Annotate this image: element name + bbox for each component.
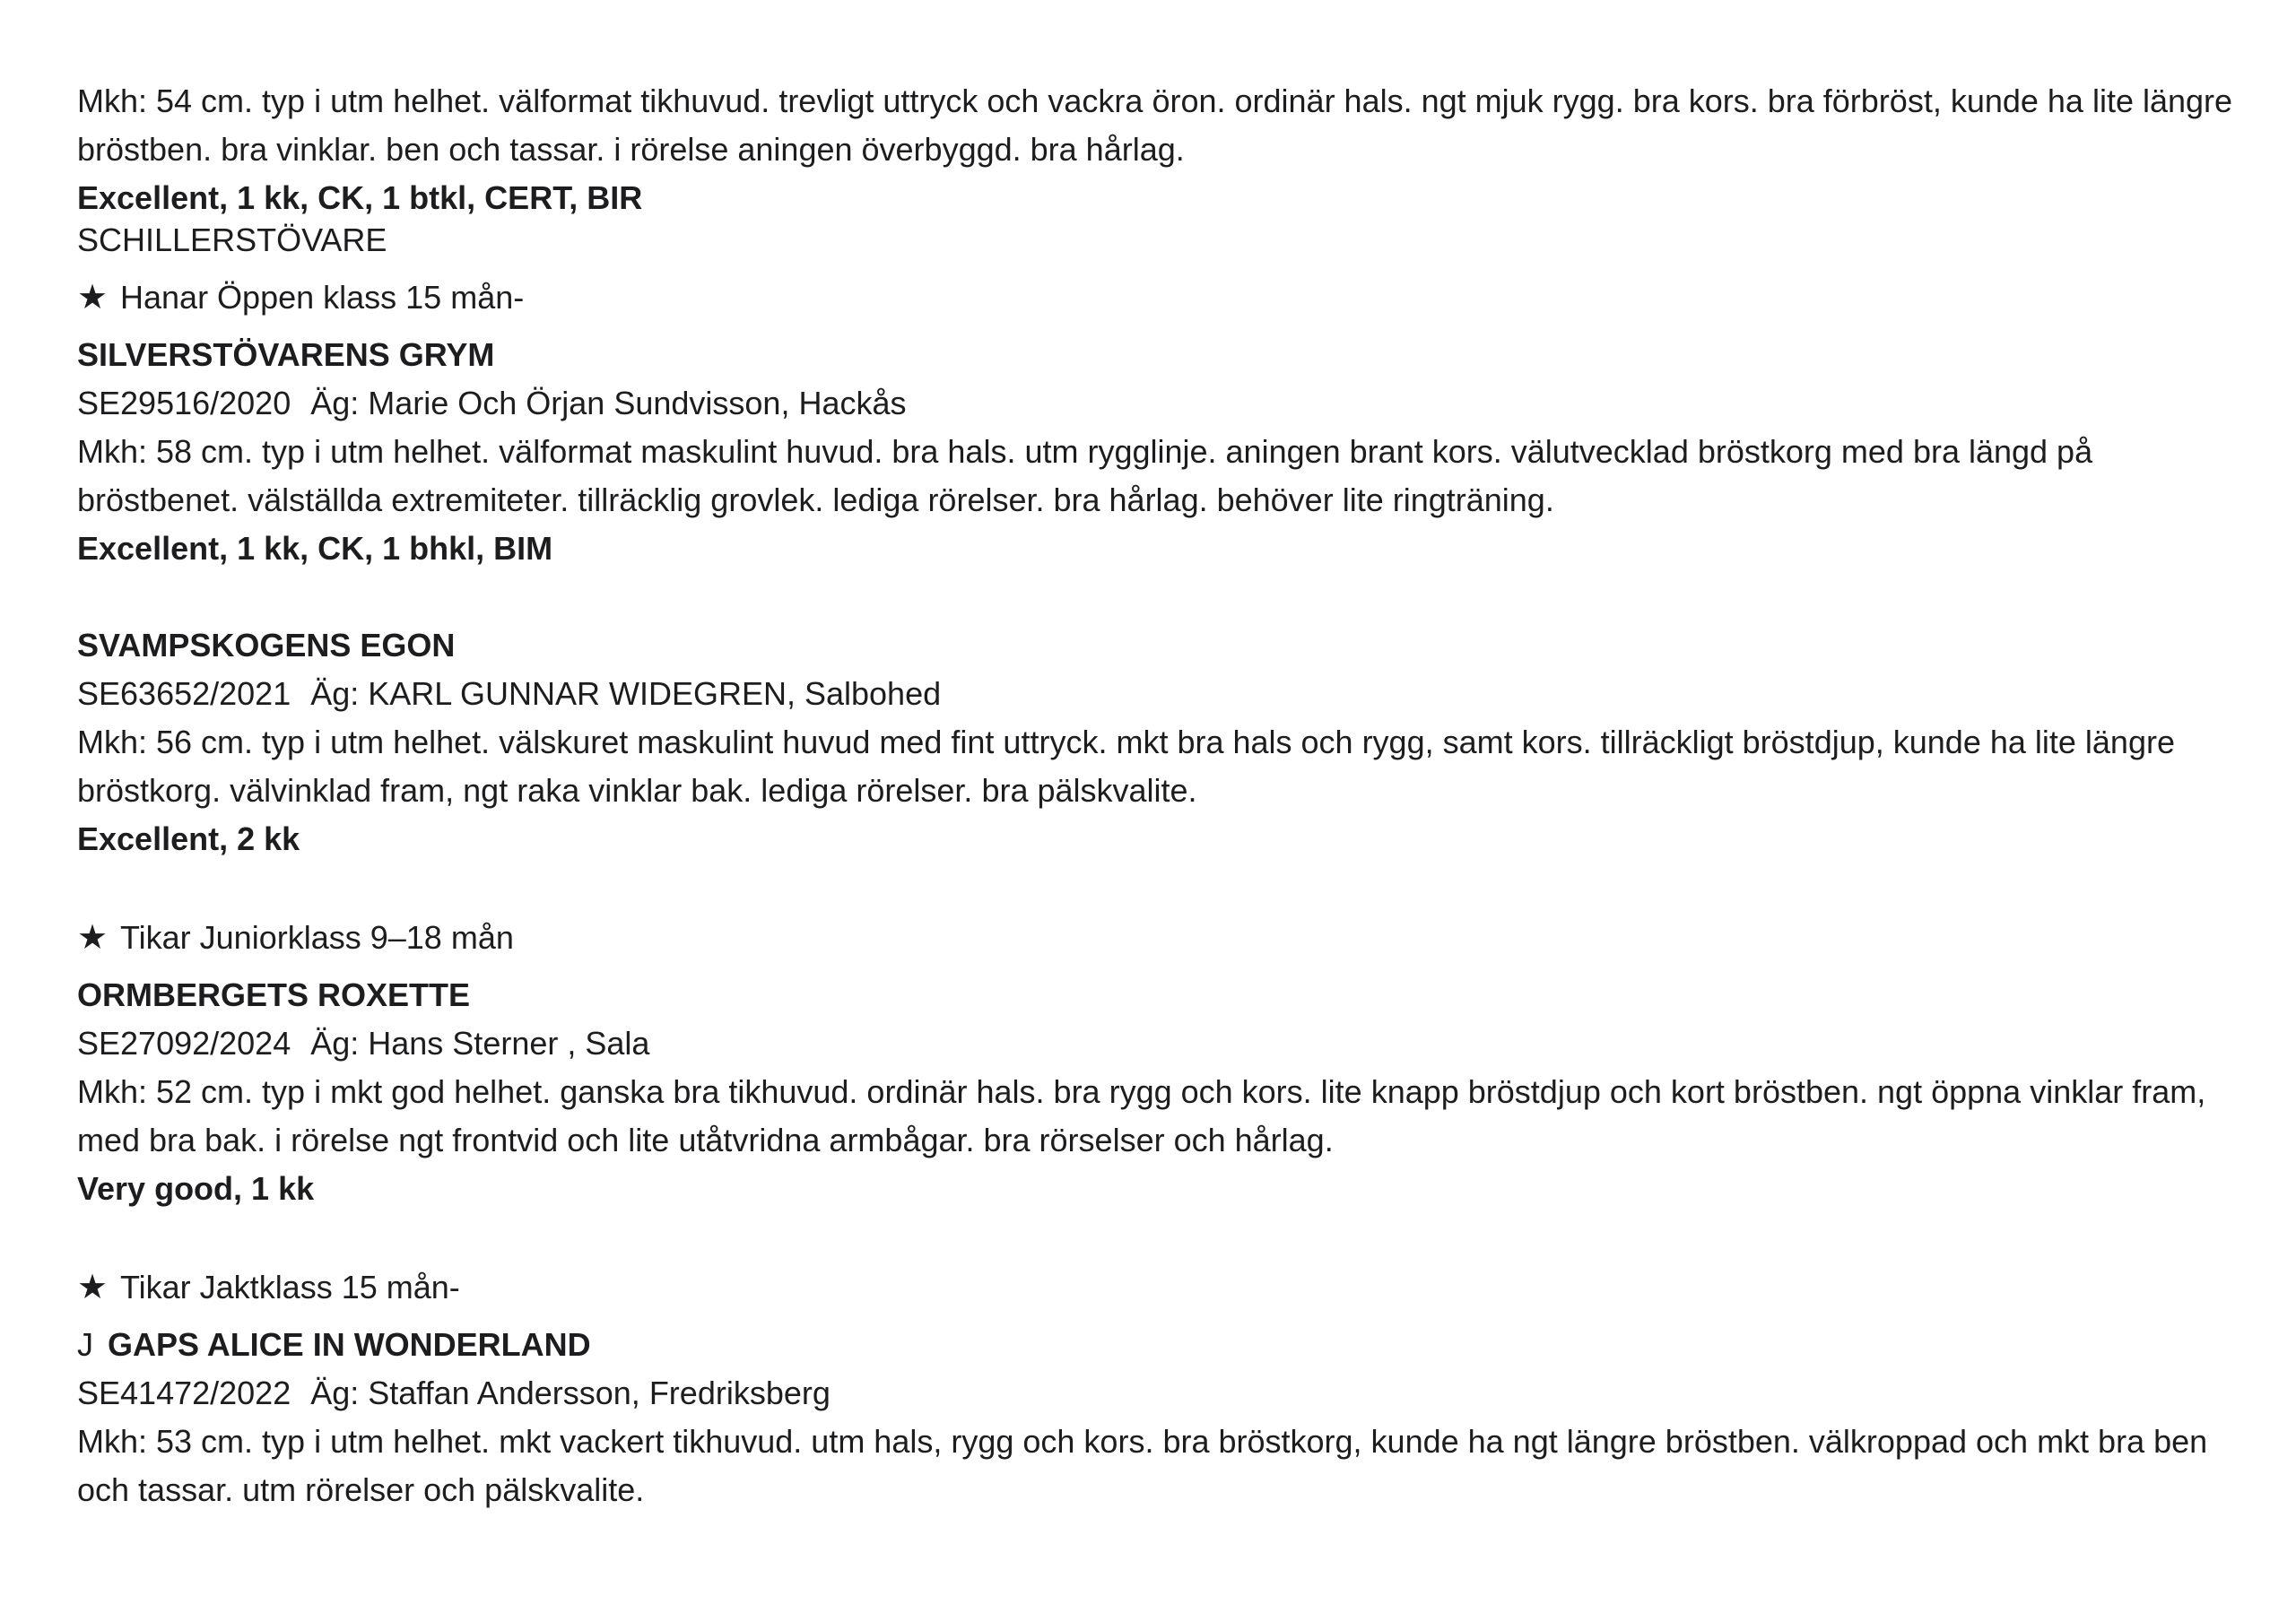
dog-owner: Äg: Hans Sterner , Sala [310,1025,650,1062]
dog-critique: Mkh: 56 cm. typ i utm helhet. välskuret maskulint huvud med fint uttryck. mkt bra hals och rygg, samt kors. tillräckligt bröstdjup, kunde ha lite längre bröstkorg. välvinklad fram, ngt raka vinklar bak. lediga rörelser. bra pälskvalite. [77,724,2175,809]
star-icon: ★ [77,1269,109,1306]
dog-entry [77,331,2248,573]
dog-owner: Äg: Staffan Andersson, Fredriksberg [310,1375,831,1411]
dog-result: Very good, 1 kk [77,1170,315,1207]
class-heading [77,912,2248,964]
dog-owner: Äg: Marie Och Örjan Sundvisson, Hackås [310,385,907,421]
class-heading [77,272,2248,324]
dog-name-line [77,1321,2248,1369]
class-heading [77,1262,2248,1314]
dog-reg-number: SE29516/2020 [77,385,291,421]
dog-name: SVAMPSKOGENS EGON [77,627,456,664]
dog-entry [77,971,2248,1213]
dog-entry [77,1321,2248,1514]
dog-reg-number: SE41472/2022 [77,1375,291,1411]
class-heading-label: Tikar Juniorklass 9–18 mån [120,919,514,956]
breed-title: SCHILLERSTÖVARE [77,221,387,258]
dog-prefix: J [77,1326,93,1363]
dog-reg-number: SE27092/2024 [77,1025,291,1062]
dog-registration [77,670,2248,718]
dog-critique: Mkh: 53 cm. typ i utm helhet. mkt vackert tikhuvud. utm hals, rygg och kors. bra bröstkorg, kunde ha ngt längre bröstben. välkroppad och mkt bra ben och tassar. utm rörelser och pälskvalite. [77,1423,2208,1508]
dog-registration [77,379,2248,428]
dog-result: Excellent, 1 kk, CK, 1 bhkl, BIM [77,530,553,567]
dog-result: Excellent, 2 kk [77,820,300,857]
dog-critique: Mkh: 58 cm. typ i utm helhet. välformat maskulint huvud. bra hals. utm rygglinje. aningen brant kors. välutvecklad bröstkorg med bra längd på bröstbenet. välställda extremiteter. tillräcklig grovlek. lediga rörelser. bra hårlag. behöver lite ringträning. [77,433,2093,518]
dog-registration [77,1019,2248,1068]
class-heading-label: Hanar Öppen klass 15 mån- [120,279,525,316]
class-heading-label: Tikar Jaktklass 15 mån- [120,1269,460,1305]
dog-reg-number: SE63652/2021 [77,675,291,712]
star-icon: ★ [77,279,109,317]
dog-name: ORMBERGETS ROXETTE [77,976,471,1013]
star-icon: ★ [77,919,109,957]
dog-critique: Mkh: 52 cm. typ i mkt god helhet. ganska bra tikhuvud. ordinär hals. bra rygg och kors. lite knapp bröstdjup och kort bröstben. ngt öppna vinklar fram, med bra bak. i rörelse ngt frontvid och lite utåtvridna armbågar. bra rörselser och hårlag. [77,1073,2206,1158]
dog-critique: Mkh: 54 cm. typ i utm helhet. välformat tikhuvud. trevligt uttryck och vackra öron. ordinär hals. ngt mjuk rygg. bra kors. bra förbröst, kunde ha lite längre bröstben. bra vinklar. ben och tassar. i rörelse aningen överbyggd. bra hårlag. [77,82,2233,168]
dog-result: Excellent, 1 kk, CK, 1 btkl, CERT, BIR [77,179,643,216]
results-page [77,77,2248,1514]
dog-name: SILVERSTÖVARENS GRYM [77,336,495,373]
dog-name: GAPS ALICE IN WONDERLAND [108,1326,591,1363]
dog-registration [77,1369,2248,1418]
dog-owner: Äg: KARL GUNNAR WIDEGREN, Salbohed [310,675,942,712]
dog-entry [77,621,2248,863]
